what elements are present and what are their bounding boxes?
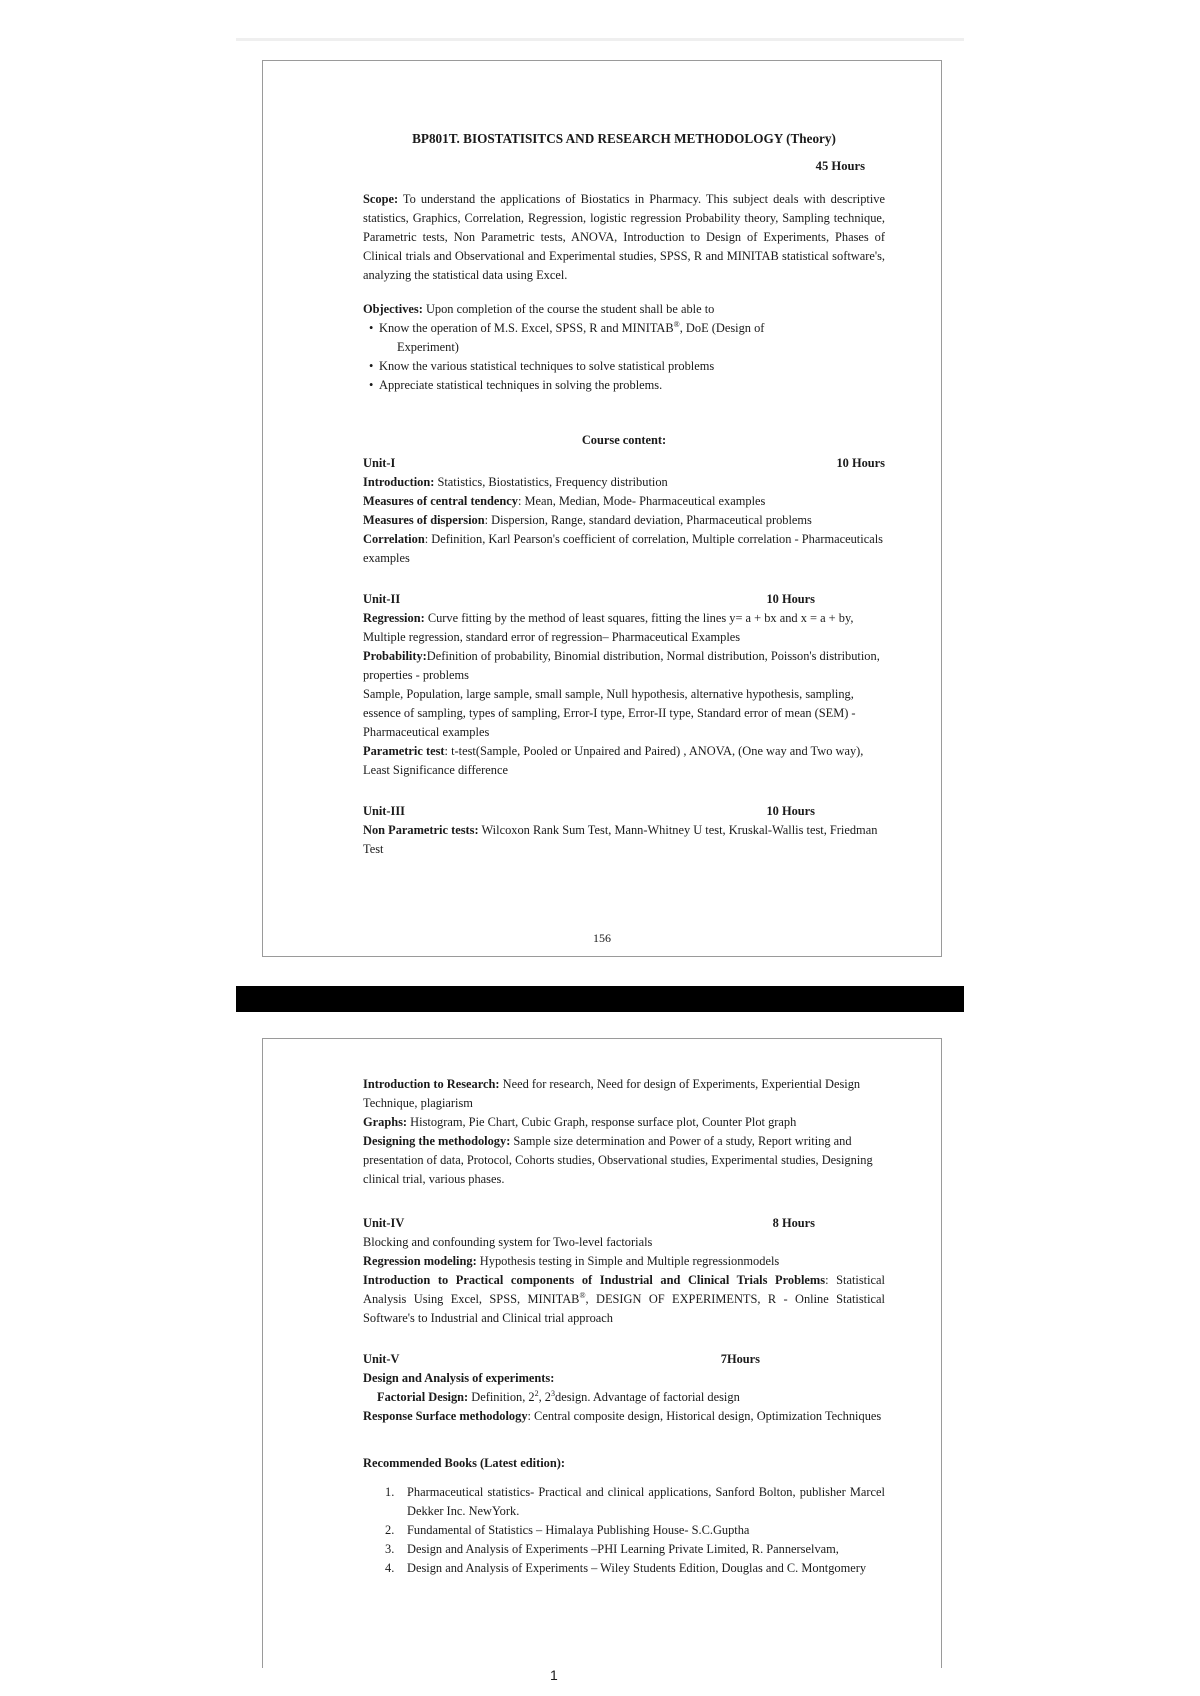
research-line [363,1132,885,1189]
total-hours: 45 Hours [815,159,865,173]
topic-text: : Dispersion, Range, standard deviation, Pharmaceutical problems [484,513,812,527]
topic-label: Introduction to Research: [363,1077,500,1091]
superscript: 2 [534,1388,539,1398]
document-page-2 [262,1038,942,1668]
unit-4-line [363,1271,885,1328]
topic-text: Definition, 2 [468,1390,535,1404]
topic-text: : Definition, Karl Pearson's coefficient of correlation, Multiple correlation - Pharmaceuticals examples [363,532,883,565]
unit-1-line [363,530,885,568]
book-item [385,1540,885,1559]
topic-text: Hypothesis testing in Simple and Multiple regressionmodels [476,1254,780,1268]
course-content-heading: Course content: [581,433,667,447]
book-text: Design and Analysis of Experiments –PHI Learning Private Limited, R. Pannerselvam, [407,1542,839,1556]
topic-text: Need for research, Need for design of Experiments, Experiential Design Technique, plagiarism [363,1077,861,1110]
unit-1-section [363,454,885,568]
objectives-intro [363,300,885,319]
objective-text-continued: , DoE (Design of [679,321,765,335]
books-heading [363,1454,885,1473]
topic-label: Measures of dispersion [363,513,485,527]
viewer-top-rule [236,38,964,41]
topic-text: design. Advantage of factorial design [555,1390,740,1404]
topic-label: Regression: [363,611,425,625]
book-text: Design and Analysis of Experiments – Wiley Students Edition, Douglas and C. Montgomery [407,1561,867,1575]
unit-2-hours: 10 Hours [766,592,815,606]
unit-4-line: Blocking and confounding system for Two-level factorials [363,1235,653,1249]
registered-mark: ® [579,1290,586,1300]
scope-label: Scope: [363,192,399,206]
objectives-label: Objectives: [363,302,423,316]
unit-2-line [363,742,885,780]
unit-4-hours: 8 Hours [772,1216,815,1230]
topic-text: : Statistical Analysis Using Excel, SPSS, MINITAB [363,1273,885,1306]
unit-4-line [363,1252,885,1271]
unit-2-section [363,590,885,780]
objective-item [369,357,885,376]
unit-1-hours: 10 Hours [836,456,885,470]
unit-3-hours: 10 Hours [766,804,815,818]
book-text: Pharmaceutical statistics- Practical and clinical applications, Sanford Bolton, publisher Marcel Dekker Inc. NewYork. [407,1485,885,1518]
topic-text: : Mean, Median, Mode- Pharmaceutical examples [517,494,766,508]
unit-1-line [363,473,885,492]
page-1-content [363,129,885,859]
viewer-page-indicator: 1 [550,1667,558,1683]
unit-1-header [363,454,885,473]
objective-item [369,319,885,357]
unit-4-header [363,1214,885,1233]
objective-text: Know the various statistical techniques to solve statistical problems [379,359,715,373]
unit-5-section [363,1350,885,1426]
topic-text: Statistics, Biostatistics, Frequency distribution [434,475,668,489]
book-item [385,1521,885,1540]
unit-2-title: Unit-II [363,592,401,606]
unit-2-header [363,590,885,609]
book-number: 2. [385,1523,395,1537]
objectives-section [363,300,885,395]
book-number: 3. [385,1542,395,1556]
research-section [363,1075,885,1189]
unit-4-section [363,1214,885,1328]
book-item [385,1559,885,1578]
unit-2-line: Sample, Population, large sample, small sample, Null hypothesis, alternative hypothesis, sampling, essence of sampling, types of sampling, Error-I type, Error-II type, Standard error of mean (SEM) - Pharmaceutical examples [363,687,856,739]
topic-label: Designing the methodology: [363,1134,511,1148]
syllabus-title: BP801T. BIOSTATISITCS AND RESEARCH METHODOLOGY (Theory) [412,131,836,146]
topic-text: , 2 [538,1390,551,1404]
topic-text: Histogram, Pie Chart, Cubic Graph, response surface plot, Counter Plot graph [407,1115,797,1129]
scope-text: To understand the applications of Biostatics in Pharmacy. This subject deals with descriptive statistics, Graphics, Correlation, Regression, logistic regression Probability theory, Sampling technique, Parametric tests, Non Parametric tests, ANOVA, Introduction to Design of Experiments, Phases of Clinical trials and Observational and Experimental studies, SPSS, R and MINITAB statistical software's, analyzing the statistical data using Excel. [363,192,885,282]
unit-5-line [363,1369,885,1388]
topic-text-continued: , DESIGN OF EXPERIMENTS, R - Online Statistical Software's to Industrial and Clinical trial approach [363,1292,885,1325]
book-number: 1. [385,1485,395,1499]
books-heading-text: Recommended Books (Latest edition): [363,1456,566,1470]
unit-2-line [363,609,885,647]
document-page-1 [262,60,942,957]
unit-2-line [363,647,885,685]
unit-1-line [363,511,885,530]
unit-4-title: Unit-IV [363,1216,405,1230]
unit-3-line [363,821,885,859]
topic-label: Probability: [363,649,427,663]
topic-text: Definition of probability, Binomial distribution, Normal distribution, Poisson's distribution, properties - problems [363,649,880,682]
unit-5-line [363,1407,885,1426]
topic-text: Sample size determination and Power of a study, Report writing and presentation of data, Protocol, Cohorts studies, Observational studies, Experimental studies, Designing clinical trial, various phases. [363,1134,873,1186]
books-section [363,1454,885,1578]
unit-3-title: Unit-III [363,804,405,818]
registered-mark: ® [673,319,680,329]
unit-5-header [363,1350,885,1369]
unit-3-header [363,802,885,821]
objective-text: Know the operation of M.S. Excel, SPSS, R and MINITAB [379,321,674,335]
research-line [363,1075,885,1113]
book-text: Fundamental of Statistics – Himalaya Publishing House- S.C.Guptha [407,1523,750,1537]
topic-label: Response Surface methodology [363,1409,528,1423]
topic-text: Curve fitting by the method of least squares, fitting the lines y= a + bx and x = a + by, Multiple regression, standard error of regression– Pharmaceutical Examples [363,611,854,644]
unit-5-line [363,1388,885,1407]
topic-label: Measures of central tendency [363,494,518,508]
unit-5-hours: 7Hours [720,1352,760,1366]
topic-text: : Central composite design, Historical design, Optimization Techniques [527,1409,882,1423]
page-number: 156 [593,931,611,945]
objective-text: Appreciate statistical techniques in solving the problems. [379,378,663,392]
topic-label: Factorial Design: [377,1390,469,1404]
book-item [385,1483,885,1521]
objective-item [369,376,885,395]
unit-3-section [363,802,885,859]
unit-1-line [363,492,885,511]
topic-label: Non Parametric tests: [363,823,479,837]
research-line [363,1113,885,1132]
superscript: 3 [551,1388,555,1398]
topic-label: Graphs: [363,1115,408,1129]
objectives-list [363,319,885,395]
page-separator-bar [236,986,964,1012]
scope-paragraph [363,190,885,285]
unit-5-title: Unit-V [363,1352,400,1366]
topic-label: Correlation [363,532,425,546]
topic-label: Parametric test [363,744,445,758]
topic-text: : t-test(Sample, Pooled or Unpaired and Paired) , ANOVA, (One way and Two way), Least Significance difference [363,744,864,777]
topic-text: Wilcoxon Rank Sum Test, Mann-Whitney U test, Kruskal-Wallis test, Friedman Test [363,823,878,856]
topic-label: Design and Analysis of experiments: [363,1371,555,1385]
topic-label: Regression modeling: [363,1254,477,1268]
unit-1-title: Unit-I [363,456,396,470]
book-number: 4. [385,1561,395,1575]
page-2-content [363,1075,885,1578]
objectives-text: Upon completion of the course the student shall be able to [422,302,715,316]
topic-label: Introduction to Practical components of Industrial and Clinical Trials Problems [363,1273,826,1287]
objective-text-wrap: Experiment) [397,340,459,354]
topic-label: Introduction: [363,475,435,489]
books-list [363,1483,885,1578]
